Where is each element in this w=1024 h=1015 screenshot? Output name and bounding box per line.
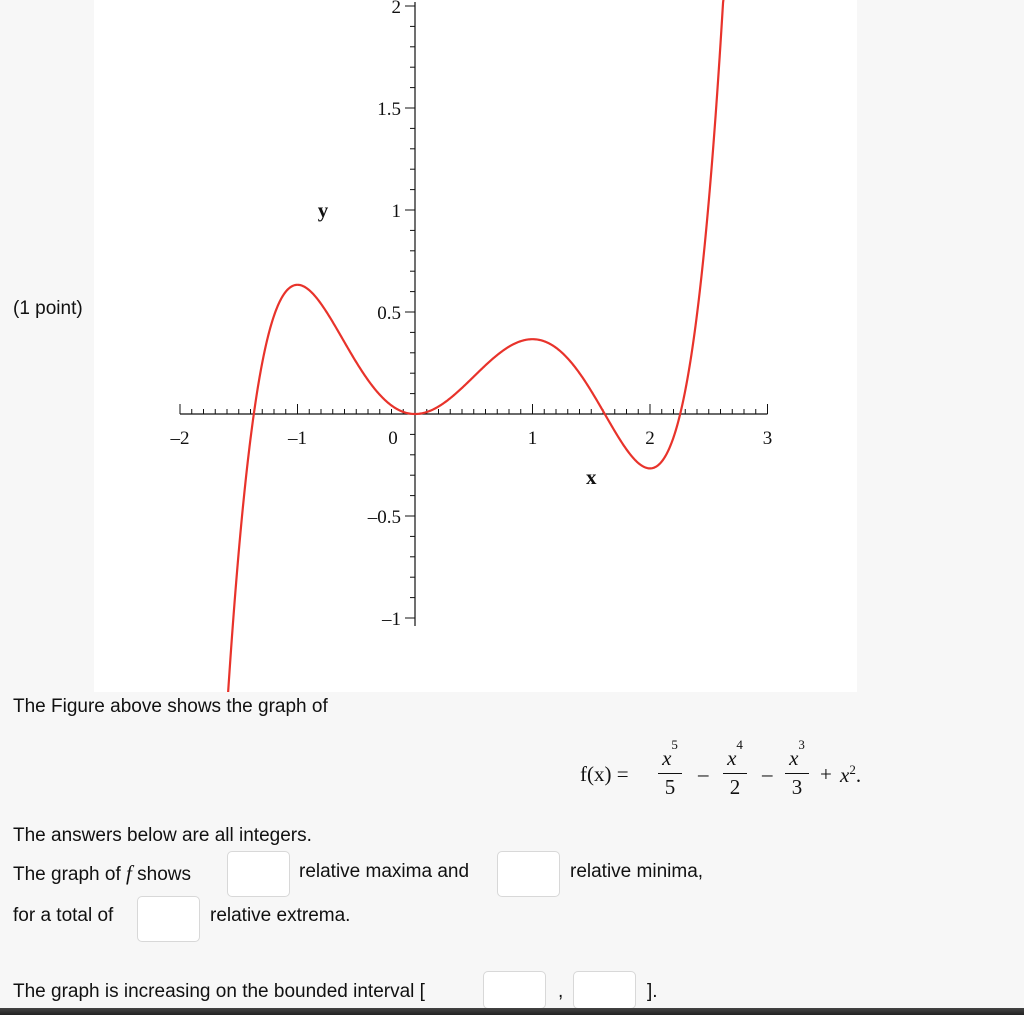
term2-base: x <box>727 746 737 770</box>
term3-sign: + <box>820 762 832 786</box>
function-graph <box>94 0 857 692</box>
bottom-scrollbar <box>0 1008 1024 1015</box>
interval-start-input[interactable] <box>483 971 546 1009</box>
x-tick-label: –2 <box>170 428 190 449</box>
curve-layer <box>227 0 724 692</box>
x-tick-label: 0 <box>388 428 398 449</box>
term1-exp: 5 <box>671 737 678 752</box>
points-label: (1 point) <box>13 298 83 319</box>
x-tick-label: 2 <box>645 428 655 449</box>
tail-end: . <box>855 763 862 787</box>
relative-maxima-input[interactable] <box>227 851 290 897</box>
q3-comma: , <box>558 981 564 1002</box>
q1-prefix: The graph of <box>13 864 121 885</box>
y-tick-label: 2 <box>391 0 401 18</box>
term3-base: x <box>789 746 799 770</box>
term1-base: x <box>662 746 672 770</box>
y-tick-label: –1 <box>382 609 401 630</box>
q2-prefix: for a total of <box>13 905 114 926</box>
y-axis-label: y <box>317 198 329 222</box>
relative-minima-input[interactable] <box>497 851 560 897</box>
axes <box>180 2 768 626</box>
formula-lhs: f(x) = <box>580 762 629 786</box>
q2-end: relative extrema. <box>210 905 351 926</box>
q1-f: f <box>126 861 132 885</box>
term2-exp: 4 <box>736 737 743 752</box>
formula-tail <box>840 762 861 788</box>
q1-mid: relative maxima and <box>299 861 470 882</box>
y-tick-label: 1 <box>391 201 401 222</box>
term3-exp: 3 <box>798 737 805 752</box>
x-tick-label: 3 <box>762 428 773 449</box>
y-tick-label: –0.5 <box>367 507 401 528</box>
note-integers: The answers below are all integers. <box>13 825 312 846</box>
total-extrema-input[interactable] <box>137 896 200 942</box>
question-maxima-minima <box>13 861 191 886</box>
tail-base: x <box>840 763 850 787</box>
term1-sign: – <box>698 762 709 786</box>
q3-prefix: The graph is increasing on the bounded interval [ <box>13 981 425 1002</box>
term2-sign: – <box>762 762 773 786</box>
prompt-intro: The Figure above shows the graph of <box>13 696 328 717</box>
function-curve <box>227 0 724 692</box>
graph-panel <box>94 0 857 692</box>
x-axis-label: x <box>586 465 597 489</box>
tail-exp: 2 <box>849 762 856 777</box>
tick-labels <box>170 0 773 630</box>
q3-end: ]. <box>647 981 658 1002</box>
x-tick-label: 1 <box>527 428 538 449</box>
y-tick-label: 0.5 <box>377 303 401 324</box>
x-tick-label: –1 <box>288 428 307 449</box>
term3-den: 3 <box>791 775 803 799</box>
term1-den: 5 <box>664 775 676 799</box>
q1-end: relative minima, <box>570 861 704 882</box>
term2-den: 2 <box>729 775 741 799</box>
interval-end-input[interactable] <box>573 971 636 1009</box>
y-tick-label: 1.5 <box>377 99 401 120</box>
q1-shows: shows <box>137 864 192 885</box>
